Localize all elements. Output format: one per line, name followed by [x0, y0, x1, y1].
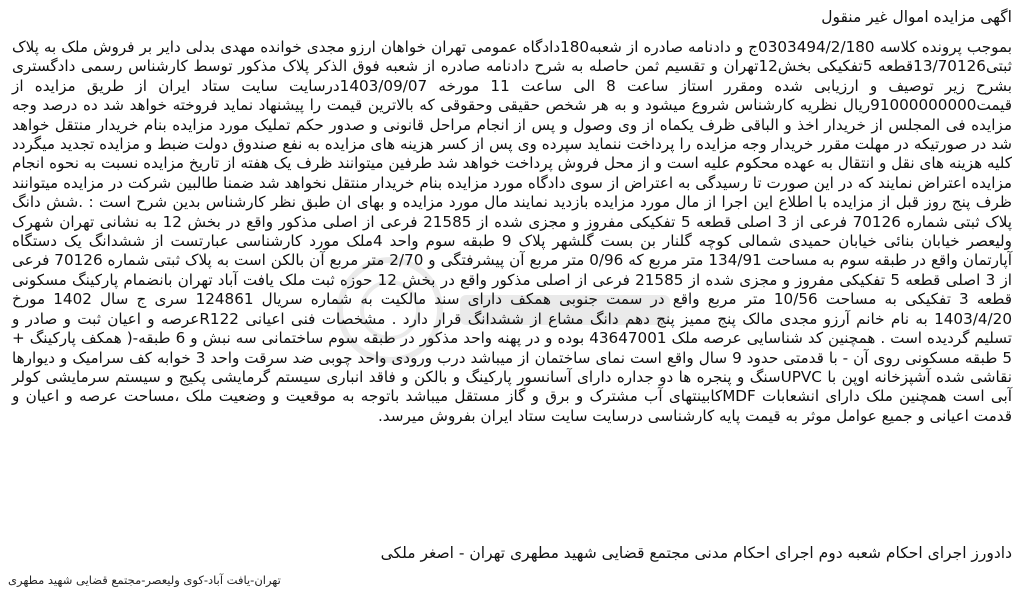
notice-heading: اگهی مزایده اموال غیر منقول	[821, 8, 1012, 26]
notice-signature: دادورز اجرای احکام شعبه دوم اجرای احکام مدنی مجتمع قضایی شهید مطهری تهران - اصغر ملکی	[380, 544, 1012, 562]
notice-body: بموجب پرونده کلاسه 0303494/2/180ج و دادنامه صادره از شعبه180دادگاه عمومی تهران خواهان ارزو مجدی خوانده مهدی بدلی دایر بر فروش ملک به پلاک ثبتی13/70126قطعه 5تفکیکی بخش12تهران و تقسیم ثمن حاصله به شرح دادنامه صادره از شعبه فوق الذکر پلاک مذکور توسط کارشناس رسمی دادگستری بشرح زیر توصیف و ارزیابی شده ومقرر استاز ساعت 8 الی ساعت 11 مورخه 1403/09/07درسایت سایت ستاد ایران از طریق مزایده از قیمت91000000000ریال نظریه کارشناس شروع میشود و به هر شخص حقیقی وحقوقی که بالاترین قیمت را پیشنهاد نماید فروخته خواهد شد ده درصد وجه مزایده فی المجلس از خریدار اخذ و الباقی ظرف یکماه از وی وصول و پس از انجام مراحل قانونی و صدور حکم تملیک مورد مزایده بنام خریدار منتقل خواهد شد در صورتیکه در مهلت مقرر خریدار وجه مزایده را پرداخت ننماید سپرده وی پس از کسر هزینه های مزایده به نفع صندوق دولت ضبط و مزایده تجدید میگردد کلیه هزینه های نقل و انتقال به عهده محکوم علیه است و از محل فروش پرداخت خواهد شد طرفین میتوانند ظرف یک هفته از تاریخ مزایده نسبت به نحوه انجام مزایده اعتراض نمایند که در این صورت تا رسیدگی به اعتراض از سوی دادگاه مورد مزایده بنام خریدار منتقل نخواهد شد ضمنا طالبین شرکت در مزایده میتوانند ظرف پنج روز قبل از مزایده با اطلاع این اجرا از مال مورد مزایده بازدید نمایند مال مورد مزایده و بهای ان طبق نظر کارشناس بدین شرح است : .شش دانگ پلاک ثبتی شماره 70126 فرعی از 3 اصلی قطعه 5 تفکیکی مفروز و مجزی شده از 21585 فرعی از اصلی مذکور واقع در بخش 12 به نشانی تهران شهرک ولیعصر خیابان بنائی خیابان حمیدی شمالی کوچه گلنار بن بست گلشهر پلاک 9 طبقه سوم واحد 4ملک مورد کارشناسی عبارتست از ششدانگ یک دستگاه آپارتمان واقع در طبقه سوم به مساحت 134/91 متر مربع که 0/96 متر مربع آن پیشرفتگی و 2/70 متر مربع آن بالکن است به پلاک ثبتی شماره 70126 فرعی از 3 اصلی قطعه 5 تفکیکی مفروز و مجزی شده از 21585 فرعی از اصلی مذکور واقع در بخش 12 حوزه ثبت ملک یافت آباد تهران بانضمام پارکینگ مسکونی قطعه 3 تفکیکی به مساحت 10/56 متر مربع واقع در سمت جنوبی همکف دارای سند مالکیت به شماره سریال 124861 سری ج سال 1402 مورخ 1403/4/20 به نام خانم آرزو مجدی مالک پنج ممیز پنج دهم دانگ مشاع از ششدانگ قرار دارد . مشخصات فنی اعیانی R122عرصه و اعیان ثبت و صادر و تسلیم گردیده است . همچنین کد شناسایی عرصه ملک 43647001 بوده و در پهنه واحد مذکور در طبقه سوم ساختمانی سه نبش و 6 طبقه-( همکف پارکینگ + 5 طبقه مسکونی روی آن - با قدمتی حدود 9 سال واقع است نمای ساختمان از میباشد درب ورودی واحد چوبی ضد سرقت واحد 3 خوابه کف سرامیک و دیوارها نقاشی شده آشپزخانه اوپن با UPVCسنگ و پنجره ها دو جداره دارای آسانسور پارکینگ و بالکن و فاقد انباری سیستم گرمایشی پکیج و سیستم سرمایشی کولر آبی است همچنین ملک دارای انشعابات MDFکابینتهای آب مشترک و برق و گاز مستقل میباشد باتوجه به موقعیت و وضعیت ملک ،مساحت عرصه و اعیان و قدمت اعیانی و جمیع عوامل موثر به قیمت پایه کارشناسی درسایت سایت ستاد ایران بفروش میرسد.	[12, 38, 1013, 425]
notice-footer-address: تهران-یافت آباد-کوی ولیعصر-مجتمع قضایی شهید مطهری	[8, 573, 281, 587]
